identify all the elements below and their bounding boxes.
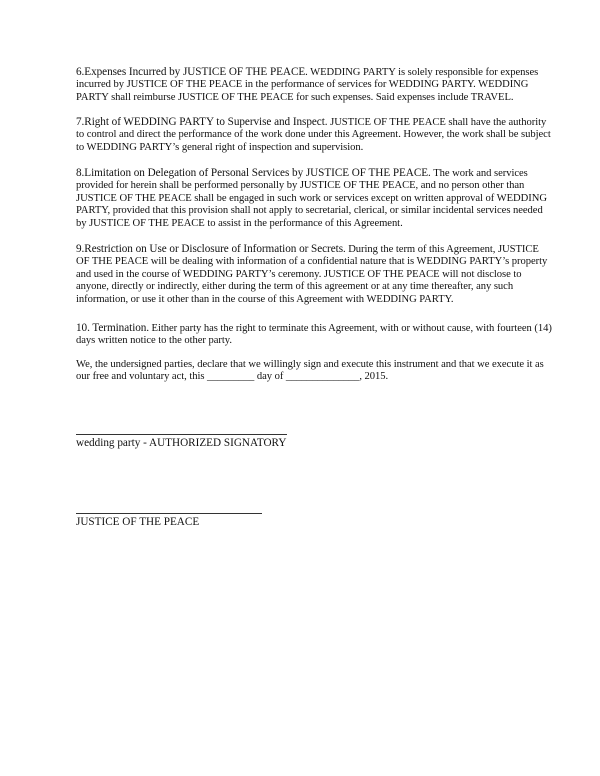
- section-expenses: [76, 66, 552, 104]
- section-heading: 8.Limitation on Delegation of Personal Services by JUSTICE OF THE PEACE.: [76, 167, 431, 179]
- signature-line-justice: [76, 513, 262, 514]
- signature-label-justice: JUSTICE OF THE PEACE: [76, 516, 200, 528]
- section-heading: 7.Right of WEDDING PARTY to Supervise and Inspect.: [76, 116, 328, 128]
- section-body: The work and services provided for herein shall be performed personally by JUSTICE OF THE PEACE, and no person other than JUSTICE OF THE PEACE shall be engaged in such work or services except on written approval of WEDDING PARTY, provided that this provision shall not apply to secretarial, clerical, or similar incidental services needed by JUSTICE OF THE PEACE to assist in the performance of this Agreement.: [76, 168, 547, 229]
- section-heading: 6.Expenses Incurred by JUSTICE OF THE PEACE: [76, 66, 306, 78]
- section-termination: [76, 322, 552, 348]
- section-heading: 9.Restriction on Use or Disclosure of Information or Secrets: [76, 243, 343, 255]
- section-body: JUSTICE OF THE PEACE shall have the authority to control and direct the performance of the work done under this Agreement. However, the work shall be subject to WEDDING PARTY’s general right of inspection and supervision.: [76, 117, 551, 153]
- signature-label-wedding-party: wedding party - AUTHORIZED SIGNATORY: [76, 437, 287, 449]
- section-heading: 10. Termination: [76, 322, 147, 334]
- signature-line-wedding-party: [76, 434, 287, 435]
- section-delegation: [76, 167, 552, 230]
- section-body: . WEDDING PARTY is solely responsible for expenses incurred by JUSTICE OF THE PEACE in the performance of services for WEDDING PARTY. WEDDING PARTY shall reimburse JUSTICE OF THE PEACE for such expenses. Said expenses include TRAVEL.: [76, 67, 539, 103]
- section-body: . During the term of this Agreement, JUSTICE OF THE PEACE will be dealing with information of a confidential nature that is WEDDING PARTY’s property and used in the course of WEDDING PARTY’s ceremony. JUSTICE OF THE PEACE will not disclose to anyone, directly or indirectly, either during the term of this agreement or at any time thereafter, any such information, or use it other than in the course of this Agreement with WEDDING PARTY.: [76, 244, 548, 305]
- section-supervise: [76, 116, 552, 154]
- section-body: . Either party has the right to terminate this Agreement, with or without cause, with fourteen (14) days written notice to the other party.: [76, 323, 552, 347]
- section-disclosure: [76, 243, 552, 306]
- declaration: We, the undersigned parties, declare that we willingly sign and execute this instrument and that we execute it as our free and voluntary act, this _________ day of ______________, 2015.: [76, 359, 544, 383]
